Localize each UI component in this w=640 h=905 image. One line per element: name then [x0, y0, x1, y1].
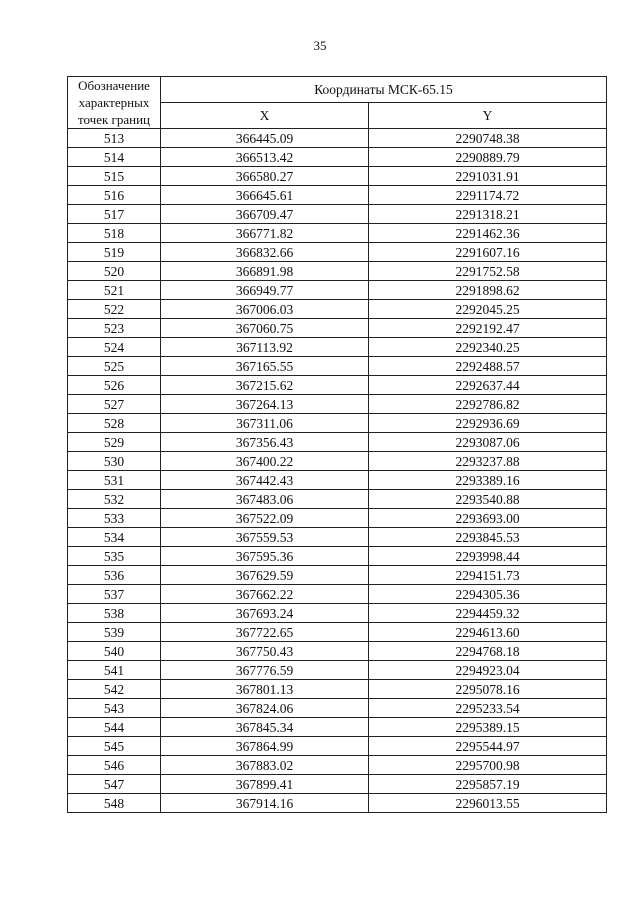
table-row: [68, 756, 607, 775]
y-coordinate-cell: 2295389.15: [369, 718, 607, 737]
x-coordinate-cell: 367356.43: [161, 433, 369, 452]
table-row: [68, 547, 607, 566]
x-coordinate-cell: 367400.22: [161, 452, 369, 471]
point-id-cell: 524: [68, 338, 161, 357]
y-coordinate-cell: 2293845.53: [369, 528, 607, 547]
table-row: [68, 699, 607, 718]
table-row: [68, 205, 607, 224]
y-coordinate-cell: 2293693.00: [369, 509, 607, 528]
table-row: [68, 509, 607, 528]
y-coordinate-cell: 2294459.32: [369, 604, 607, 623]
table-row: [68, 642, 607, 661]
y-coordinate-cell: 2292488.57: [369, 357, 607, 376]
y-coordinate-cell: 2292045.25: [369, 300, 607, 319]
point-id-cell: 513: [68, 129, 161, 148]
point-id-cell: 515: [68, 167, 161, 186]
point-id-cell: 528: [68, 414, 161, 433]
table-row: [68, 167, 607, 186]
y-coordinate-cell: 2291031.91: [369, 167, 607, 186]
y-coordinate-cell: 2294768.18: [369, 642, 607, 661]
x-coordinate-cell: 367060.75: [161, 319, 369, 338]
y-coordinate-cell: 2295078.16: [369, 680, 607, 699]
x-coordinate-cell: 367662.22: [161, 585, 369, 604]
table-row: [68, 129, 607, 148]
point-id-cell: 538: [68, 604, 161, 623]
table-row: [68, 718, 607, 737]
y-coordinate-cell: 2293087.06: [369, 433, 607, 452]
y-coordinate-cell: 2293998.44: [369, 547, 607, 566]
point-id-cell: 539: [68, 623, 161, 642]
y-coordinate-cell: 2290889.79: [369, 148, 607, 167]
point-id-cell: 546: [68, 756, 161, 775]
y-coordinate-cell: 2291174.72: [369, 186, 607, 205]
x-coordinate-cell: 367595.36: [161, 547, 369, 566]
x-coordinate-cell: 367693.24: [161, 604, 369, 623]
x-coordinate-cell: 367845.34: [161, 718, 369, 737]
point-id-cell: 514: [68, 148, 161, 167]
y-coordinate-cell: 2290748.38: [369, 129, 607, 148]
y-coordinate-cell: 2294305.36: [369, 585, 607, 604]
y-coordinate-cell: 2292340.25: [369, 338, 607, 357]
table-row: [68, 566, 607, 585]
point-id-cell: 521: [68, 281, 161, 300]
page-number: 35: [313, 38, 327, 53]
x-coordinate-cell: 366445.09: [161, 129, 369, 148]
table-row: [68, 414, 607, 433]
y-coordinate-cell: 2295857.19: [369, 775, 607, 794]
table-row: [68, 300, 607, 319]
y-coordinate-cell: 2291318.21: [369, 205, 607, 224]
point-id-cell: 540: [68, 642, 161, 661]
point-id-cell: 519: [68, 243, 161, 262]
y-coordinate-cell: 2295544.97: [369, 737, 607, 756]
x-coordinate-cell: 366709.47: [161, 205, 369, 224]
table-row: [68, 243, 607, 262]
point-id-cell: 523: [68, 319, 161, 338]
x-coordinate-cell: 367559.53: [161, 528, 369, 547]
x-coordinate-cell: 366832.66: [161, 243, 369, 262]
x-coordinate-cell: 367522.09: [161, 509, 369, 528]
x-coordinate-cell: 367722.65: [161, 623, 369, 642]
x-coordinate-cell: 367006.03: [161, 300, 369, 319]
table-row: [68, 224, 607, 243]
point-id-cell: 545: [68, 737, 161, 756]
point-id-cell: 522: [68, 300, 161, 319]
x-coordinate-cell: 367899.41: [161, 775, 369, 794]
x-coordinate-cell: 366949.77: [161, 281, 369, 300]
point-id-cell: 517: [68, 205, 161, 224]
y-coordinate-cell: 2291462.36: [369, 224, 607, 243]
point-id-cell: 518: [68, 224, 161, 243]
table-row: [68, 338, 607, 357]
y-coordinate-cell: 2294613.60: [369, 623, 607, 642]
table-row: [68, 281, 607, 300]
x-coordinate-cell: 367442.43: [161, 471, 369, 490]
x-coordinate-cell: 367801.13: [161, 680, 369, 699]
y-coordinate-cell: 2292192.47: [369, 319, 607, 338]
x-coordinate-cell: 367483.06: [161, 490, 369, 509]
table-row: [68, 623, 607, 642]
y-coordinate-cell: 2293389.16: [369, 471, 607, 490]
point-id-cell: 543: [68, 699, 161, 718]
y-coordinate-cell: 2292786.82: [369, 395, 607, 414]
x-coordinate-cell: 367629.59: [161, 566, 369, 585]
table-row: [68, 661, 607, 680]
table-row: [68, 528, 607, 547]
point-id-cell: 537: [68, 585, 161, 604]
point-id-cell: 548: [68, 794, 161, 813]
point-id-cell: 541: [68, 661, 161, 680]
y-coordinate-cell: 2296013.55: [369, 794, 607, 813]
point-label-header: Обозначение характерных точек границ: [68, 77, 161, 129]
point-id-cell: 520: [68, 262, 161, 281]
table-row: [68, 262, 607, 281]
x-column-header: X: [161, 103, 369, 129]
x-coordinate-cell: 367914.16: [161, 794, 369, 813]
table-row: [68, 775, 607, 794]
x-coordinate-cell: 366891.98: [161, 262, 369, 281]
point-id-cell: 529: [68, 433, 161, 452]
coordinates-table: [67, 76, 607, 813]
point-id-cell: 547: [68, 775, 161, 794]
x-coordinate-cell: 367864.99: [161, 737, 369, 756]
x-coordinate-cell: 366645.61: [161, 186, 369, 205]
x-coordinate-cell: 367215.62: [161, 376, 369, 395]
table-row: [68, 376, 607, 395]
x-coordinate-cell: 367264.13: [161, 395, 369, 414]
y-coordinate-cell: 2292637.44: [369, 376, 607, 395]
table-header: [68, 77, 607, 129]
x-coordinate-cell: 366771.82: [161, 224, 369, 243]
table-row: [68, 148, 607, 167]
coords-system-header: Координаты МСК-65.15: [161, 77, 607, 103]
y-coordinate-cell: 2293237.88: [369, 452, 607, 471]
y-coordinate-cell: 2295233.54: [369, 699, 607, 718]
table-row: [68, 319, 607, 338]
point-id-cell: 536: [68, 566, 161, 585]
table-row: [68, 737, 607, 756]
x-coordinate-cell: 367750.43: [161, 642, 369, 661]
y-coordinate-cell: 2291752.58: [369, 262, 607, 281]
x-coordinate-cell: 367776.59: [161, 661, 369, 680]
point-id-cell: 531: [68, 471, 161, 490]
table-row: [68, 794, 607, 813]
x-coordinate-cell: 367824.06: [161, 699, 369, 718]
point-id-cell: 525: [68, 357, 161, 376]
x-coordinate-cell: 367883.02: [161, 756, 369, 775]
y-coordinate-cell: 2293540.88: [369, 490, 607, 509]
point-id-cell: 527: [68, 395, 161, 414]
y-coordinate-cell: 2295700.98: [369, 756, 607, 775]
table-row: [68, 471, 607, 490]
point-id-cell: 516: [68, 186, 161, 205]
point-id-cell: 535: [68, 547, 161, 566]
point-id-cell: 534: [68, 528, 161, 547]
point-id-cell: 544: [68, 718, 161, 737]
y-coordinate-cell: 2294151.73: [369, 566, 607, 585]
y-coordinate-cell: 2294923.04: [369, 661, 607, 680]
point-id-cell: 533: [68, 509, 161, 528]
x-coordinate-cell: 367165.55: [161, 357, 369, 376]
x-coordinate-cell: 366513.42: [161, 148, 369, 167]
y-coordinate-cell: 2292936.69: [369, 414, 607, 433]
table-row: [68, 186, 607, 205]
table-row: [68, 433, 607, 452]
x-coordinate-cell: 367113.92: [161, 338, 369, 357]
y-coordinate-cell: 2291607.16: [369, 243, 607, 262]
table-row: [68, 604, 607, 623]
table-row: [68, 395, 607, 414]
y-coordinate-cell: 2291898.62: [369, 281, 607, 300]
x-coordinate-cell: 366580.27: [161, 167, 369, 186]
point-id-cell: 530: [68, 452, 161, 471]
table-body: [68, 129, 607, 813]
table-row: [68, 585, 607, 604]
point-id-cell: 532: [68, 490, 161, 509]
table-row: [68, 452, 607, 471]
table-row: [68, 680, 607, 699]
point-id-cell: 542: [68, 680, 161, 699]
x-coordinate-cell: 367311.06: [161, 414, 369, 433]
table-row: [68, 357, 607, 376]
y-column-header: Y: [369, 103, 607, 129]
table-row: [68, 490, 607, 509]
point-id-cell: 526: [68, 376, 161, 395]
